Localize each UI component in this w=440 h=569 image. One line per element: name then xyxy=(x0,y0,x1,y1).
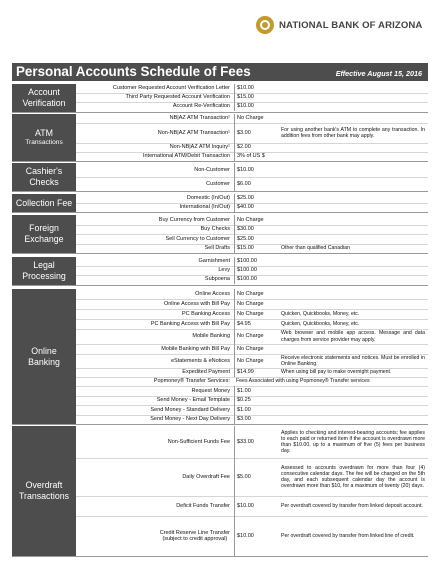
fee-row: Request Money $1.00 xyxy=(76,386,428,397)
category-label: Cashier's Checks xyxy=(12,163,76,191)
category-label: Online Banking xyxy=(12,289,76,424)
fee-row: International (In/Out) $40.00 xyxy=(76,203,428,212)
fee-row: Third Party Requested Account Verification $15.00 xyxy=(76,93,428,103)
fee-row: Customer $6.00 xyxy=(76,177,428,191)
category-label: Overdraft Transactions xyxy=(12,426,76,556)
fee-row: NB|AZ ATM Transaction¹ No Charge xyxy=(76,114,428,124)
service-name: Credit Reserve Line Transfer xyxy=(159,529,230,536)
fee-row: Subpoena $100.00 xyxy=(76,275,428,284)
fee-row: Expedited Payment $14.99 When using bill pay to make overnight payment. xyxy=(76,368,428,378)
fee-row: eStatements & eNotices No Charge Receive electronic statements and notices. Must be enrolled in Online Banking. xyxy=(76,354,428,369)
fee-row: Mobile Banking No Charge Web browser and mobile app access. Message and data charges from service provider may apply. xyxy=(76,329,428,345)
fee-row: Mobile Banking with Bill Pay No Charge xyxy=(76,344,428,355)
effective-date: Effective August 15, 2016 xyxy=(335,69,422,78)
fee-row: Garnishment $100.00 xyxy=(76,257,428,267)
fee-row: Account Re-Verification $10.00 xyxy=(76,102,428,111)
fee-row: Daily Overdraft Fee $5.00 Assessed to accounts overdrawn for more than four (4) consecutive calendar days. The fee will be charged on the 5th day, and each subsequent calendar day the account is overdrawn more than $10, for a maximum of twenty (20) days. xyxy=(76,458,428,497)
fee-row: Domestic (In/Out) $25.00 xyxy=(76,194,428,204)
fee-row: Send Money - Email Template $0.25 xyxy=(76,396,428,407)
section-atm xyxy=(12,114,428,162)
fee-row: Deficit Funds Transfer $10.00 Per overdraft covered by transfer from linked deposit account. xyxy=(76,496,428,517)
fee-row: PC Banking Access with Bill Pay $4.95 Quicken, Quickbooks, Money, etc. xyxy=(76,319,428,330)
bank-logo xyxy=(256,14,426,36)
fee-row: Customer Requested Account Verification Letter $10.00 xyxy=(76,84,428,94)
fee-row: International ATM/Debit Transaction 3% of US $ xyxy=(76,152,428,161)
fee-row: Sell Drafts $15.00 Other than qualified Canadian xyxy=(204,245,350,252)
bank-name: NATIONAL BANK OF ARIZONA xyxy=(279,19,423,31)
fee-row: Sell Currency to Customer $25.00 xyxy=(76,234,428,245)
fee-row: Non-NB|AZ ATM Inquiry¹ $2.00 xyxy=(76,143,428,153)
category-label: Legal Processing xyxy=(12,257,76,285)
category-label: ATM Transactions xyxy=(12,114,76,161)
fee-row: Send Money - Next Day Delivery $3.00 xyxy=(76,415,428,425)
fee-row: Non-Sufficient Funds Fee $33.00 Applies to checking and interest-bearing accounts; fee applies to each paid or returned item if the account is overdrawn more than $10.00, up to a maximum of five (5) fees per business day. xyxy=(76,426,428,459)
section-cashiers-checks xyxy=(12,163,428,192)
fee-row: Popmoney® Transfer Services: Fees Associated with using Popmoney® Transfer services xyxy=(76,377,428,387)
category-label: Foreign Exchange xyxy=(12,215,76,253)
fee-row: Buy Currency from Customer No Charge xyxy=(76,215,428,226)
title-bar xyxy=(12,63,428,81)
section-foreign-exchange xyxy=(12,215,428,254)
section-collection-fee xyxy=(12,194,428,213)
page-title: Personal Accounts Schedule of Fees xyxy=(16,64,251,79)
fee-row: Buy Checks $30.00 xyxy=(76,225,428,236)
fee-row: Send Money - Standard Delivery $1.00 xyxy=(76,405,428,416)
fee-row: Online Access No Charge xyxy=(76,289,428,300)
fee-row: Online Access with Bill Pay No Charge xyxy=(76,299,428,310)
service-qualifier: (subject to credit approval) xyxy=(162,536,228,542)
category-label: Collection Fee xyxy=(12,194,76,212)
category-label: Account Verification xyxy=(12,84,76,112)
section-overdraft xyxy=(12,426,428,557)
bank-seal-icon xyxy=(256,16,274,34)
section-legal-processing xyxy=(12,257,428,286)
fee-row: Levy $100.00 xyxy=(76,266,428,276)
section-online-banking xyxy=(12,289,428,425)
fee-row: Non-NB|AZ ATM Transaction¹ $3.00 For using another bank's ATM to complete any transaction. In addition fees from other bank may apply. xyxy=(76,123,428,144)
section-account-verification xyxy=(12,84,428,113)
fee-row: Non-Customer $10.00 xyxy=(76,163,428,178)
fee-row: Credit Reserve Line Transfer (subject to credit approval) $10.00 Per overdraft covered by transfer from linked line of credit. xyxy=(76,516,428,556)
fee-row: PC Banking Access No Charge Quicken, Quickbooks, Money, etc. xyxy=(76,309,428,320)
